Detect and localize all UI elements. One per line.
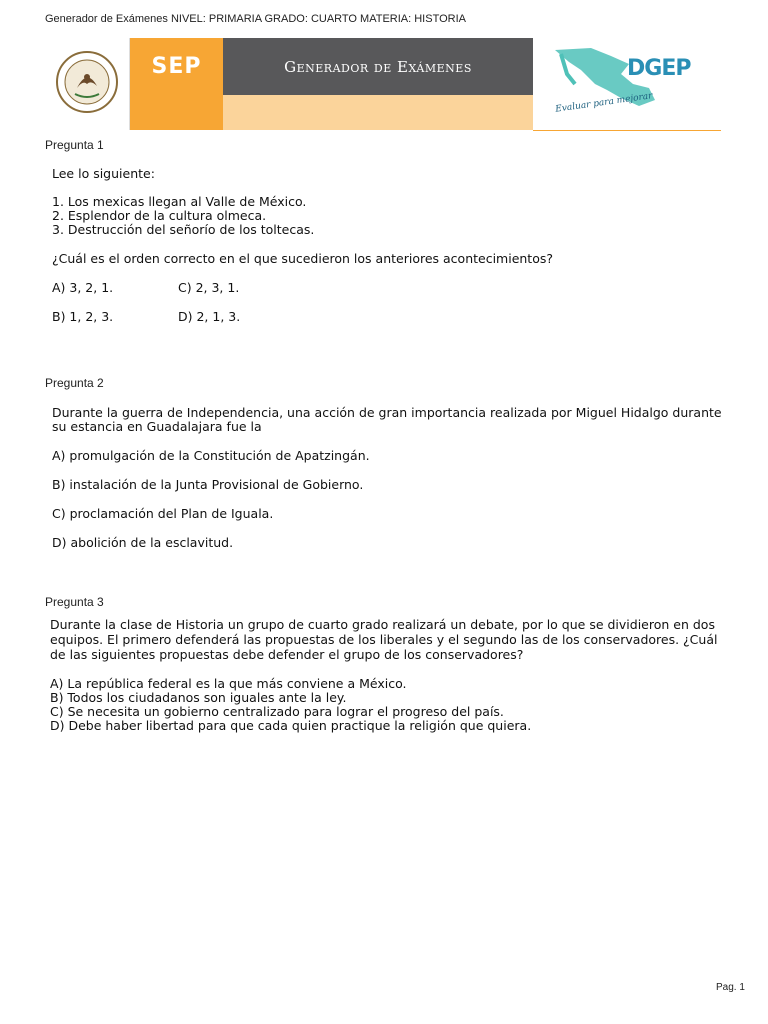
question-1-item: 3. Destrucción del señorío de los toltecas. <box>52 222 315 237</box>
question-2-option-a: A) promulgación de la Constitución de Apatzingán. <box>52 448 370 463</box>
document-header-line: Generador de Exámenes NIVEL: PRIMARIA GRADO: CUARTO MATERIA: HISTORIA <box>45 13 466 25</box>
question-3-option-d: D) Debe haber libertad para que cada quien practique la religión que quiera. <box>50 718 532 733</box>
dgep-text: DGEP <box>627 56 691 81</box>
question-1-option-a: A) 3, 2, 1. <box>52 280 114 295</box>
dgep-logo-box <box>533 38 721 131</box>
title-strip <box>223 95 533 130</box>
question-3-text-line: de las siguientes propuestas debe defender el grupo de los conservadores? <box>50 647 524 662</box>
question-2-label: Pregunta 2 <box>45 376 104 390</box>
question-3-label: Pregunta 3 <box>45 595 104 609</box>
seal-container <box>45 38 130 130</box>
sep-strip <box>130 95 223 130</box>
question-1-text: ¿Cuál es el orden correcto en el que sucedieron los anteriores acontecimientos? <box>52 251 554 266</box>
question-2-option-c: C) proclamación del Plan de Iguala. <box>52 506 274 521</box>
question-1-option-b: B) 1, 2, 3. <box>52 309 114 324</box>
question-2-option-b: B) instalación de la Junta Provisional de Gobierno. <box>52 477 364 492</box>
question-3-text-line: equipos. El primero defenderá las propuestas de los liberales y el segundo las de los conservadores. ¿Cuál <box>50 632 718 647</box>
question-1-intro: Lee lo siguiente: <box>52 166 155 181</box>
question-3-option-c: C) Se necesita un gobierno centralizado para lograr el progreso del país. <box>50 704 504 719</box>
banner-title: Generador de Exámenes <box>223 38 533 95</box>
dgep-slogan: Evaluar para mejorar <box>554 91 654 115</box>
page-number: Pag. 1 <box>716 982 745 993</box>
question-1-item: 1. Los mexicas llegan al Valle de México. <box>52 194 307 209</box>
question-2-text-line: su estancia en Guadalajara fue la <box>52 419 262 434</box>
question-1-option-c: C) 2, 3, 1. <box>178 280 240 295</box>
question-3-option-b: B) Todos los ciudadanos son iguales ante la ley. <box>50 690 347 705</box>
question-1-item: 2. Esplendor de la cultura olmeca. <box>52 208 267 223</box>
question-2-text-line: Durante la guerra de Independencia, una acción de gran importancia realizada por Miguel Hidalgo durante <box>52 405 722 420</box>
question-3-option-a: A) La república federal es la que más conviene a México. <box>50 676 407 691</box>
mexican-seal-icon <box>55 50 119 114</box>
question-3-text-line: Durante la clase de Historia un grupo de cuarto grado realizará un debate, por lo que se dividieron en dos <box>50 617 715 632</box>
question-1-option-d: D) 2, 1, 3. <box>178 309 241 324</box>
sep-logo: SEP <box>130 38 223 95</box>
question-2-option-d: D) abolición de la esclavitud. <box>52 535 234 550</box>
header-banner <box>45 38 721 130</box>
question-1-label: Pregunta 1 <box>45 138 104 152</box>
